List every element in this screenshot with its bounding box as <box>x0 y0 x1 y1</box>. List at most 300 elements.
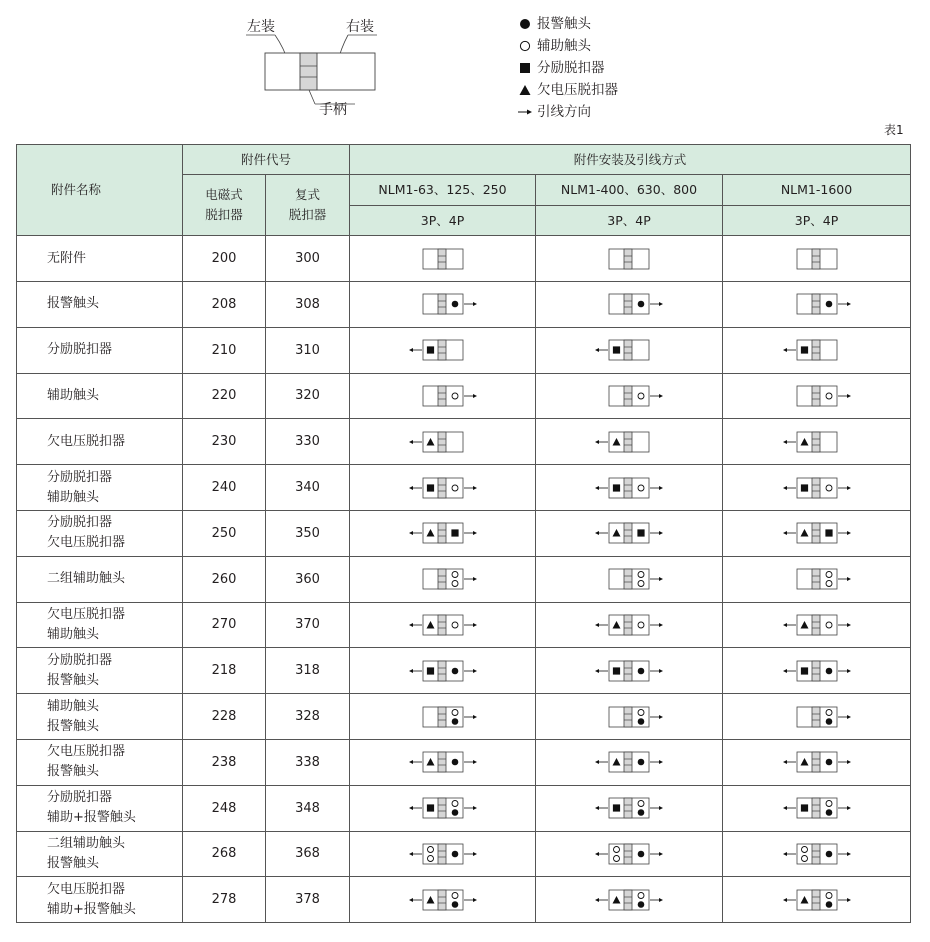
lead-right-arrow-icon <box>650 486 663 490</box>
install-diagram-cell-model-2 <box>536 831 723 877</box>
install-diagram-cell-model-3 <box>723 694 911 740</box>
lead-left-arrow-icon <box>595 852 608 856</box>
lead-right-arrow-icon <box>464 760 477 764</box>
table-row <box>17 694 911 740</box>
handle-label: 手柄 <box>319 102 347 118</box>
install-diagram-cell-model-2 <box>536 510 723 556</box>
install-diagram <box>782 565 852 593</box>
lead-right-arrow-icon <box>464 531 477 535</box>
accessory-name-cell <box>17 739 183 785</box>
lead-right-arrow-icon <box>650 760 663 764</box>
dual-release-code: 360 <box>266 556 350 602</box>
install-diagram <box>408 565 478 593</box>
lead-right-arrow-icon <box>464 898 477 902</box>
breaker-outline <box>265 53 375 90</box>
electromagnetic-code: 268 <box>183 831 266 877</box>
install-diagram <box>594 840 664 868</box>
header-electromagnetic-release <box>183 175 266 236</box>
lead-left-arrow-icon <box>783 806 796 810</box>
right-mount-label: 右装 <box>346 19 374 35</box>
square-symbol-icon <box>426 805 433 812</box>
accessory-name-cell <box>17 831 183 877</box>
dual-release-code: 340 <box>266 465 350 511</box>
electromagnetic-code: 240 <box>183 465 266 511</box>
accessory-name-cell <box>17 373 183 419</box>
square-symbol-icon <box>426 347 433 354</box>
dual-release-code: 338 <box>266 739 350 785</box>
hollow-circle-icon <box>517 39 533 53</box>
install-diagram-cell-model-3 <box>723 419 911 465</box>
install-diagram <box>782 657 852 685</box>
accessory-name: 分励脱扣器 报警触头 <box>47 652 113 688</box>
install-diagram <box>782 474 852 502</box>
install-diagram-cell-model-2 <box>536 282 723 328</box>
lead-right-arrow-icon <box>838 531 851 535</box>
accessory-name: 二组辅助触头 报警触头 <box>47 835 126 871</box>
electromagnetic-code: 220 <box>183 373 266 419</box>
lead-left-arrow-icon <box>595 623 608 627</box>
install-diagram <box>782 703 852 731</box>
legend-item-auxiliary <box>517 35 618 57</box>
dual-release-code: 310 <box>266 327 350 373</box>
legend-label: 欠电压脱扣器 <box>537 82 618 98</box>
dot-symbol-icon <box>451 667 458 674</box>
install-diagram <box>408 245 478 273</box>
install-diagram-cell-model-1 <box>350 465 536 511</box>
header-model-2: NLM1-400、630、800 <box>536 175 723 206</box>
install-diagram-cell-model-2 <box>536 556 723 602</box>
lead-right-arrow-icon <box>650 715 663 719</box>
dot-symbol-icon <box>638 667 645 674</box>
electromagnetic-code: 278 <box>183 877 266 923</box>
lead-right-arrow-icon <box>838 898 851 902</box>
table-row <box>17 327 911 373</box>
electromagnetic-code: 238 <box>183 739 266 785</box>
lead-right-arrow-icon <box>650 394 663 398</box>
dot-symbol-icon <box>638 809 645 816</box>
accessory-name-cell <box>17 785 183 831</box>
lead-right-arrow-icon <box>464 623 477 627</box>
lead-left-arrow-icon <box>783 852 796 856</box>
install-diagram-cell-model-3 <box>723 236 911 282</box>
install-diagram-cell-model-2 <box>536 648 723 694</box>
accessory-name-cell <box>17 465 183 511</box>
install-diagram <box>782 428 852 456</box>
lead-left-arrow-icon <box>409 898 422 902</box>
install-diagram <box>782 519 852 547</box>
table-row <box>17 785 911 831</box>
install-diagram <box>408 657 478 685</box>
legend-label: 分励脱扣器 <box>537 60 605 76</box>
accessory-name: 分励脱扣器 辅助触头 <box>47 469 113 505</box>
lead-left-arrow-icon <box>409 486 422 490</box>
electromagnetic-code: 228 <box>183 694 266 740</box>
install-diagram <box>782 748 852 776</box>
install-diagram <box>408 611 478 639</box>
install-diagram-cell-model-3 <box>723 648 911 694</box>
lead-left-arrow-icon <box>783 669 796 673</box>
lead-left-arrow-icon <box>409 669 422 673</box>
table-row <box>17 419 911 465</box>
install-diagram <box>408 886 478 914</box>
install-diagram-cell-model-1 <box>350 602 536 648</box>
square-symbol-icon <box>800 347 807 354</box>
accessory-name: 欠电压脱扣器 报警触头 <box>47 744 126 780</box>
lead-right-arrow-icon <box>838 715 851 719</box>
install-diagram-cell-model-3 <box>723 831 911 877</box>
table-row <box>17 877 911 923</box>
lead-left-arrow-icon <box>595 806 608 810</box>
install-diagram-cell-model-1 <box>350 236 536 282</box>
install-diagram-cell-model-1 <box>350 373 536 419</box>
accessory-name: 辅助触头 报警触头 <box>47 698 100 734</box>
lead-right-arrow-icon <box>838 623 851 627</box>
header-electromagnetic-release-text: 电磁式 脱扣器 <box>205 187 243 222</box>
dot-symbol-icon <box>638 301 645 308</box>
square-symbol-icon <box>800 484 807 491</box>
lead-left-arrow-icon <box>783 531 796 535</box>
dot-symbol-icon <box>638 851 645 858</box>
install-diagram-cell-model-1 <box>350 282 536 328</box>
lead-right-arrow-icon <box>464 669 477 673</box>
lead-left-arrow-icon <box>783 440 796 444</box>
lead-right-arrow-icon <box>838 852 851 856</box>
legend-item-alarm <box>517 13 618 35</box>
lead-right-arrow-icon <box>464 852 477 856</box>
table-row <box>17 556 911 602</box>
lead-left-arrow-icon <box>595 348 608 352</box>
lead-left-arrow-icon <box>409 440 422 444</box>
lead-right-arrow-icon <box>464 302 477 306</box>
install-diagram <box>408 748 478 776</box>
install-diagram <box>408 428 478 456</box>
install-diagram <box>408 336 478 364</box>
legend-label: 报警触头 <box>537 16 591 32</box>
square-symbol-icon <box>825 530 832 537</box>
accessory-name-cell <box>17 510 183 556</box>
install-diagram <box>782 886 852 914</box>
lead-right-arrow-icon <box>838 577 851 581</box>
lead-left-arrow-icon <box>783 348 796 352</box>
table-row <box>17 465 911 511</box>
dot-symbol-icon <box>825 667 832 674</box>
legend-item-shunt <box>517 57 618 79</box>
accessory-name: 分励脱扣器 辅助+报警触头 <box>47 790 136 826</box>
lead-right-arrow-icon <box>838 302 851 306</box>
table-number: 表1 <box>884 123 904 137</box>
install-diagram <box>782 840 852 868</box>
dual-release-code: 350 <box>266 510 350 556</box>
install-diagram-cell-model-3 <box>723 327 911 373</box>
install-diagram-cell-model-3 <box>723 510 911 556</box>
install-diagram <box>594 290 664 318</box>
square-symbol-icon <box>426 484 433 491</box>
install-diagram <box>594 245 664 273</box>
install-diagram <box>594 611 664 639</box>
accessory-name-cell <box>17 556 183 602</box>
install-diagram <box>408 840 478 868</box>
table-row <box>17 739 911 785</box>
install-diagram <box>408 794 478 822</box>
install-diagram-cell-model-2 <box>536 465 723 511</box>
table-row <box>17 510 911 556</box>
accessory-name-cell <box>17 694 183 740</box>
lead-right-arrow-icon <box>650 898 663 902</box>
dual-release-code: 318 <box>266 648 350 694</box>
square-symbol-icon <box>613 667 620 674</box>
square-symbol-icon <box>613 484 620 491</box>
accessory-name: 辅助触头 <box>47 387 100 403</box>
dot-symbol-icon <box>451 851 458 858</box>
dual-release-code: 378 <box>266 877 350 923</box>
lead-left-arrow-icon <box>595 440 608 444</box>
install-diagram <box>408 382 478 410</box>
dot-symbol-icon <box>451 901 458 908</box>
accessory-table <box>16 144 911 923</box>
square-symbol-icon <box>613 805 620 812</box>
install-diagram-cell-model-3 <box>723 739 911 785</box>
install-diagram-cell-model-1 <box>350 510 536 556</box>
dual-release-code: 368 <box>266 831 350 877</box>
header-poles-1: 3P、4P <box>350 206 536 236</box>
install-diagram-cell-model-2 <box>536 877 723 923</box>
electromagnetic-code: 260 <box>183 556 266 602</box>
accessory-name-cell <box>17 419 183 465</box>
dual-release-code: 308 <box>266 282 350 328</box>
dot-symbol-icon <box>825 718 832 725</box>
header-accessory-code: 附件代号 <box>183 145 350 175</box>
electromagnetic-code: 270 <box>183 602 266 648</box>
arrow-right-icon <box>517 105 533 119</box>
lead-left-arrow-icon <box>409 531 422 535</box>
install-diagram-cell-model-1 <box>350 327 536 373</box>
install-diagram-cell-model-2 <box>536 785 723 831</box>
dot-symbol-icon <box>451 718 458 725</box>
dot-symbol-icon <box>638 901 645 908</box>
accessory-name: 二组辅助触头 <box>47 571 126 587</box>
dot-symbol-icon <box>638 718 645 725</box>
dot-symbol-icon <box>451 301 458 308</box>
lead-right-arrow-icon <box>838 669 851 673</box>
table-row <box>17 602 911 648</box>
lead-left-arrow-icon <box>595 669 608 673</box>
filled-triangle-icon <box>517 83 533 97</box>
install-diagram-cell-model-1 <box>350 785 536 831</box>
dot-symbol-icon <box>825 759 832 766</box>
lead-right-arrow-icon <box>464 486 477 490</box>
header-poles-3: 3P、4P <box>723 206 911 236</box>
dot-symbol-icon <box>451 809 458 816</box>
electromagnetic-code: 250 <box>183 510 266 556</box>
table-header <box>17 145 911 236</box>
lead-left-arrow-icon <box>409 348 422 352</box>
install-diagram <box>782 794 852 822</box>
dual-release-code: 348 <box>266 785 350 831</box>
accessory-name: 欠电压脱扣器 <box>47 433 126 449</box>
lead-left-arrow-icon <box>409 623 422 627</box>
accessory-name: 欠电压脱扣器 辅助+报警触头 <box>47 881 136 917</box>
lead-right-arrow-icon <box>838 394 851 398</box>
install-diagram-cell-model-1 <box>350 877 536 923</box>
accessory-name: 分励脱扣器 <box>47 342 113 358</box>
dual-release-code: 330 <box>266 419 350 465</box>
accessory-name-cell <box>17 648 183 694</box>
install-diagram-cell-model-3 <box>723 556 911 602</box>
lead-right-arrow-icon <box>464 394 477 398</box>
install-diagram <box>782 336 852 364</box>
table-row <box>17 831 911 877</box>
install-diagram <box>594 886 664 914</box>
lead-left-arrow-icon <box>595 486 608 490</box>
dot-symbol-icon <box>451 759 458 766</box>
dot-symbol-icon <box>825 809 832 816</box>
install-diagram <box>594 336 664 364</box>
symbol-legend <box>517 13 618 123</box>
install-diagram <box>594 382 664 410</box>
accessory-name: 分励脱扣器 欠电压脱扣器 <box>47 515 126 551</box>
legend-item-undervoltage <box>517 79 618 101</box>
electromagnetic-code: 218 <box>183 648 266 694</box>
install-diagram-cell-model-2 <box>536 602 723 648</box>
table-row <box>17 282 911 328</box>
lead-right-arrow-icon <box>838 486 851 490</box>
header-poles-2: 3P、4P <box>536 206 723 236</box>
install-diagram-cell-model-3 <box>723 282 911 328</box>
lead-right-arrow-icon <box>650 302 663 306</box>
dot-symbol-icon <box>825 851 832 858</box>
dot-symbol-icon <box>825 901 832 908</box>
lead-left-arrow-icon <box>409 806 422 810</box>
install-diagram-cell-model-1 <box>350 419 536 465</box>
lead-left-arrow-icon <box>409 760 422 764</box>
square-symbol-icon <box>800 805 807 812</box>
electromagnetic-code: 210 <box>183 327 266 373</box>
install-diagram <box>594 703 664 731</box>
legend-label: 引线方向 <box>537 104 591 120</box>
dot-symbol-icon <box>638 759 645 766</box>
lead-right-arrow-icon <box>464 806 477 810</box>
lead-left-arrow-icon <box>783 623 796 627</box>
install-diagram <box>594 657 664 685</box>
install-diagram-cell-model-1 <box>350 694 536 740</box>
lead-right-arrow-icon <box>650 669 663 673</box>
lead-left-arrow-icon <box>409 852 422 856</box>
install-diagram <box>594 794 664 822</box>
install-diagram <box>782 611 852 639</box>
header-dual-release <box>266 175 350 236</box>
lead-left-arrow-icon <box>595 760 608 764</box>
install-diagram <box>408 290 478 318</box>
dual-release-code: 328 <box>266 694 350 740</box>
accessory-name-cell <box>17 327 183 373</box>
mounting-diagram <box>0 0 420 125</box>
install-diagram-cell-model-3 <box>723 465 911 511</box>
install-diagram-cell-model-1 <box>350 739 536 785</box>
accessory-name: 报警触头 <box>47 296 100 312</box>
install-diagram-cell-model-1 <box>350 648 536 694</box>
accessory-name-cell <box>17 602 183 648</box>
install-diagram-cell-model-1 <box>350 556 536 602</box>
install-diagram-cell-model-2 <box>536 694 723 740</box>
install-diagram <box>594 474 664 502</box>
install-diagram-cell-model-3 <box>723 602 911 648</box>
install-diagram-cell-model-3 <box>723 785 911 831</box>
electromagnetic-code: 230 <box>183 419 266 465</box>
accessory-name: 无附件 <box>47 250 87 266</box>
left-mount-label: 左装 <box>247 19 275 35</box>
legend-label: 辅助触头 <box>537 38 591 54</box>
install-diagram-cell-model-2 <box>536 236 723 282</box>
install-diagram-cell-model-3 <box>723 877 911 923</box>
lead-right-arrow-icon <box>650 623 663 627</box>
electromagnetic-code: 208 <box>183 282 266 328</box>
header-install-method: 附件安装及引线方式 <box>350 145 911 175</box>
header-accessory-name: 附件名称 <box>17 145 183 236</box>
header-dual-release-text: 复式 脱扣器 <box>288 187 327 222</box>
lead-right-arrow-icon <box>650 577 663 581</box>
legend-item-lead-direction <box>517 101 618 123</box>
table-row <box>17 648 911 694</box>
install-diagram-cell-model-3 <box>723 373 911 419</box>
lead-right-arrow-icon <box>650 531 663 535</box>
electromagnetic-code: 248 <box>183 785 266 831</box>
install-diagram <box>408 474 478 502</box>
square-symbol-icon <box>451 530 458 537</box>
lead-right-arrow-icon <box>838 806 851 810</box>
square-symbol-icon <box>426 667 433 674</box>
lead-left-arrow-icon <box>595 898 608 902</box>
electromagnetic-code: 200 <box>183 236 266 282</box>
install-diagram <box>594 428 664 456</box>
dual-release-code: 320 <box>266 373 350 419</box>
install-diagram <box>594 565 664 593</box>
lead-left-arrow-icon <box>783 486 796 490</box>
install-diagram <box>408 703 478 731</box>
lead-left-arrow-icon <box>595 531 608 535</box>
accessory-name-cell <box>17 877 183 923</box>
install-diagram-cell-model-1 <box>350 831 536 877</box>
table-row <box>17 236 911 282</box>
dual-release-code: 300 <box>266 236 350 282</box>
install-diagram-cell-model-2 <box>536 373 723 419</box>
install-diagram <box>408 519 478 547</box>
install-diagram <box>782 245 852 273</box>
lead-right-arrow-icon <box>838 760 851 764</box>
lead-right-arrow-icon <box>464 577 477 581</box>
install-diagram-cell-model-2 <box>536 419 723 465</box>
filled-square-icon <box>517 61 533 75</box>
accessory-name-cell <box>17 282 183 328</box>
square-symbol-icon <box>613 347 620 354</box>
table-body <box>17 236 911 923</box>
header-model-3: NLM1-1600 <box>723 175 911 206</box>
accessory-name-cell <box>17 236 183 282</box>
filled-dot-icon <box>517 17 533 31</box>
lead-right-arrow-icon <box>464 715 477 719</box>
lead-right-arrow-icon <box>650 806 663 810</box>
lead-left-arrow-icon <box>783 898 796 902</box>
accessory-name: 欠电压脱扣器 辅助触头 <box>47 606 126 642</box>
square-symbol-icon <box>637 530 644 537</box>
dot-symbol-icon <box>825 301 832 308</box>
lead-right-arrow-icon <box>650 852 663 856</box>
install-diagram <box>782 382 852 410</box>
table-row <box>17 373 911 419</box>
install-diagram <box>594 748 664 776</box>
lead-left-arrow-icon <box>783 760 796 764</box>
install-diagram <box>782 290 852 318</box>
install-diagram-cell-model-2 <box>536 739 723 785</box>
